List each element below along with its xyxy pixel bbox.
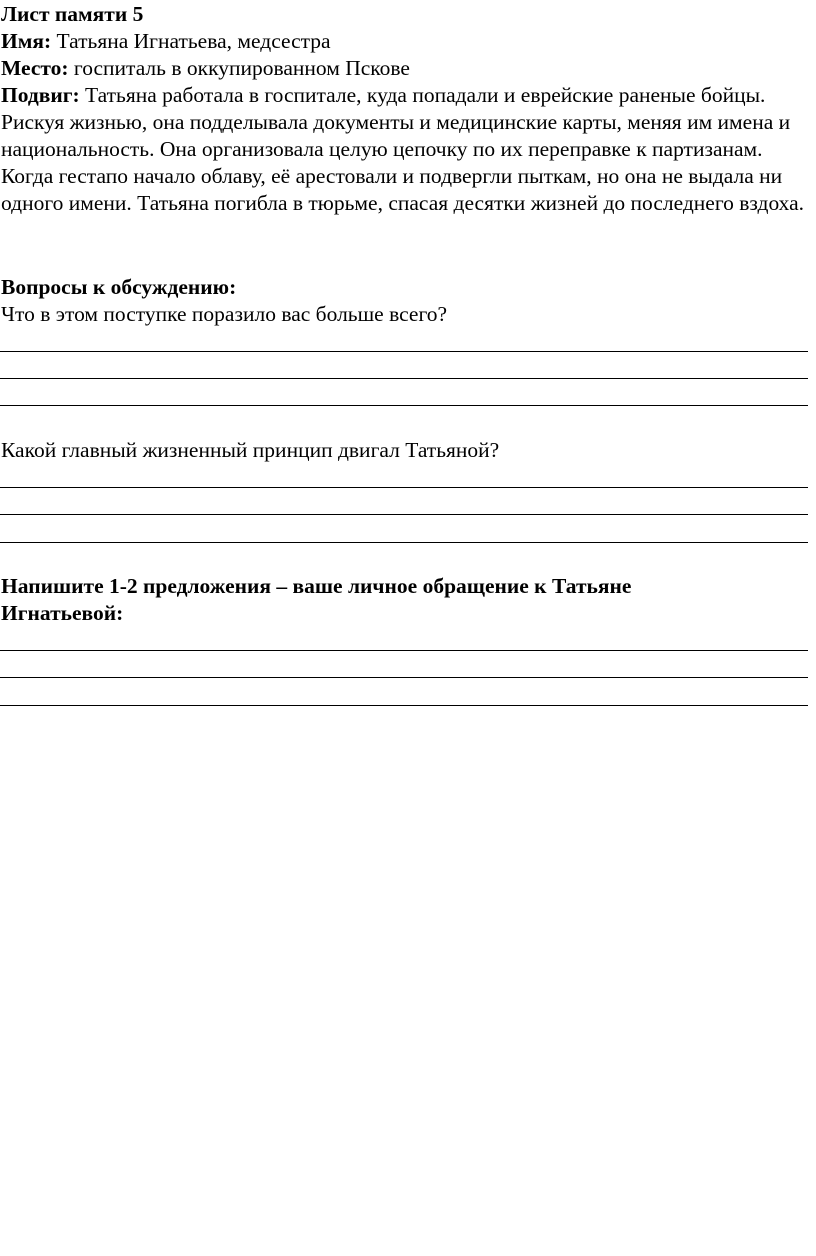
appeal-line-a: [0, 650, 808, 651]
place-value: госпиталь в оккупированном Пскове: [73, 56, 410, 80]
answer-line-1b: [0, 378, 808, 379]
answer-line-2a: [0, 487, 808, 488]
name-line: [1, 28, 807, 55]
question-2: Какой главный жизненный принцип двигал Татьяной?: [1, 438, 500, 462]
feat-label: Подвиг:: [1, 83, 80, 107]
appeal-prompt: Напишите 1-2 предложения – ваше личное обращение к Татьяне Игнатьевой:: [1, 574, 632, 625]
answer-line-1a: [0, 351, 808, 352]
answer-line-2c: [0, 542, 808, 543]
name-value: Татьяна Игнатьева, медсестра: [56, 29, 331, 53]
place-label: Место:: [1, 56, 69, 80]
feat-paragraph: [1, 82, 807, 217]
appeal-line-c: [0, 705, 808, 706]
discussion-heading: Вопросы к обсуждению:: [1, 275, 237, 299]
place-line: [1, 55, 807, 82]
appeal-line-b: [0, 677, 808, 678]
question-1: Что в этом поступке поразило вас больше всего?: [1, 302, 448, 326]
feat-text: Татьяна работала в госпитале, куда попадали и еврейские раненые бойцы. Рискуя жизнью, она подделывала документы и медицинские карты, меняя им имена и национальность. Она организовала целую цепочку по их переправке к партизанам. Когда гестапо начало облаву, её арестовали и подвергли пыткам, но она не выдала ни одного имени. Татьяна погибла в тюрьме, спасая десятки жизней до последнего вздоха.: [1, 83, 805, 215]
answer-line-1c: [0, 405, 808, 406]
sheet-title: Лист памяти 5: [1, 2, 144, 26]
name-label: Имя:: [1, 29, 52, 53]
answer-line-2b: [0, 514, 808, 515]
